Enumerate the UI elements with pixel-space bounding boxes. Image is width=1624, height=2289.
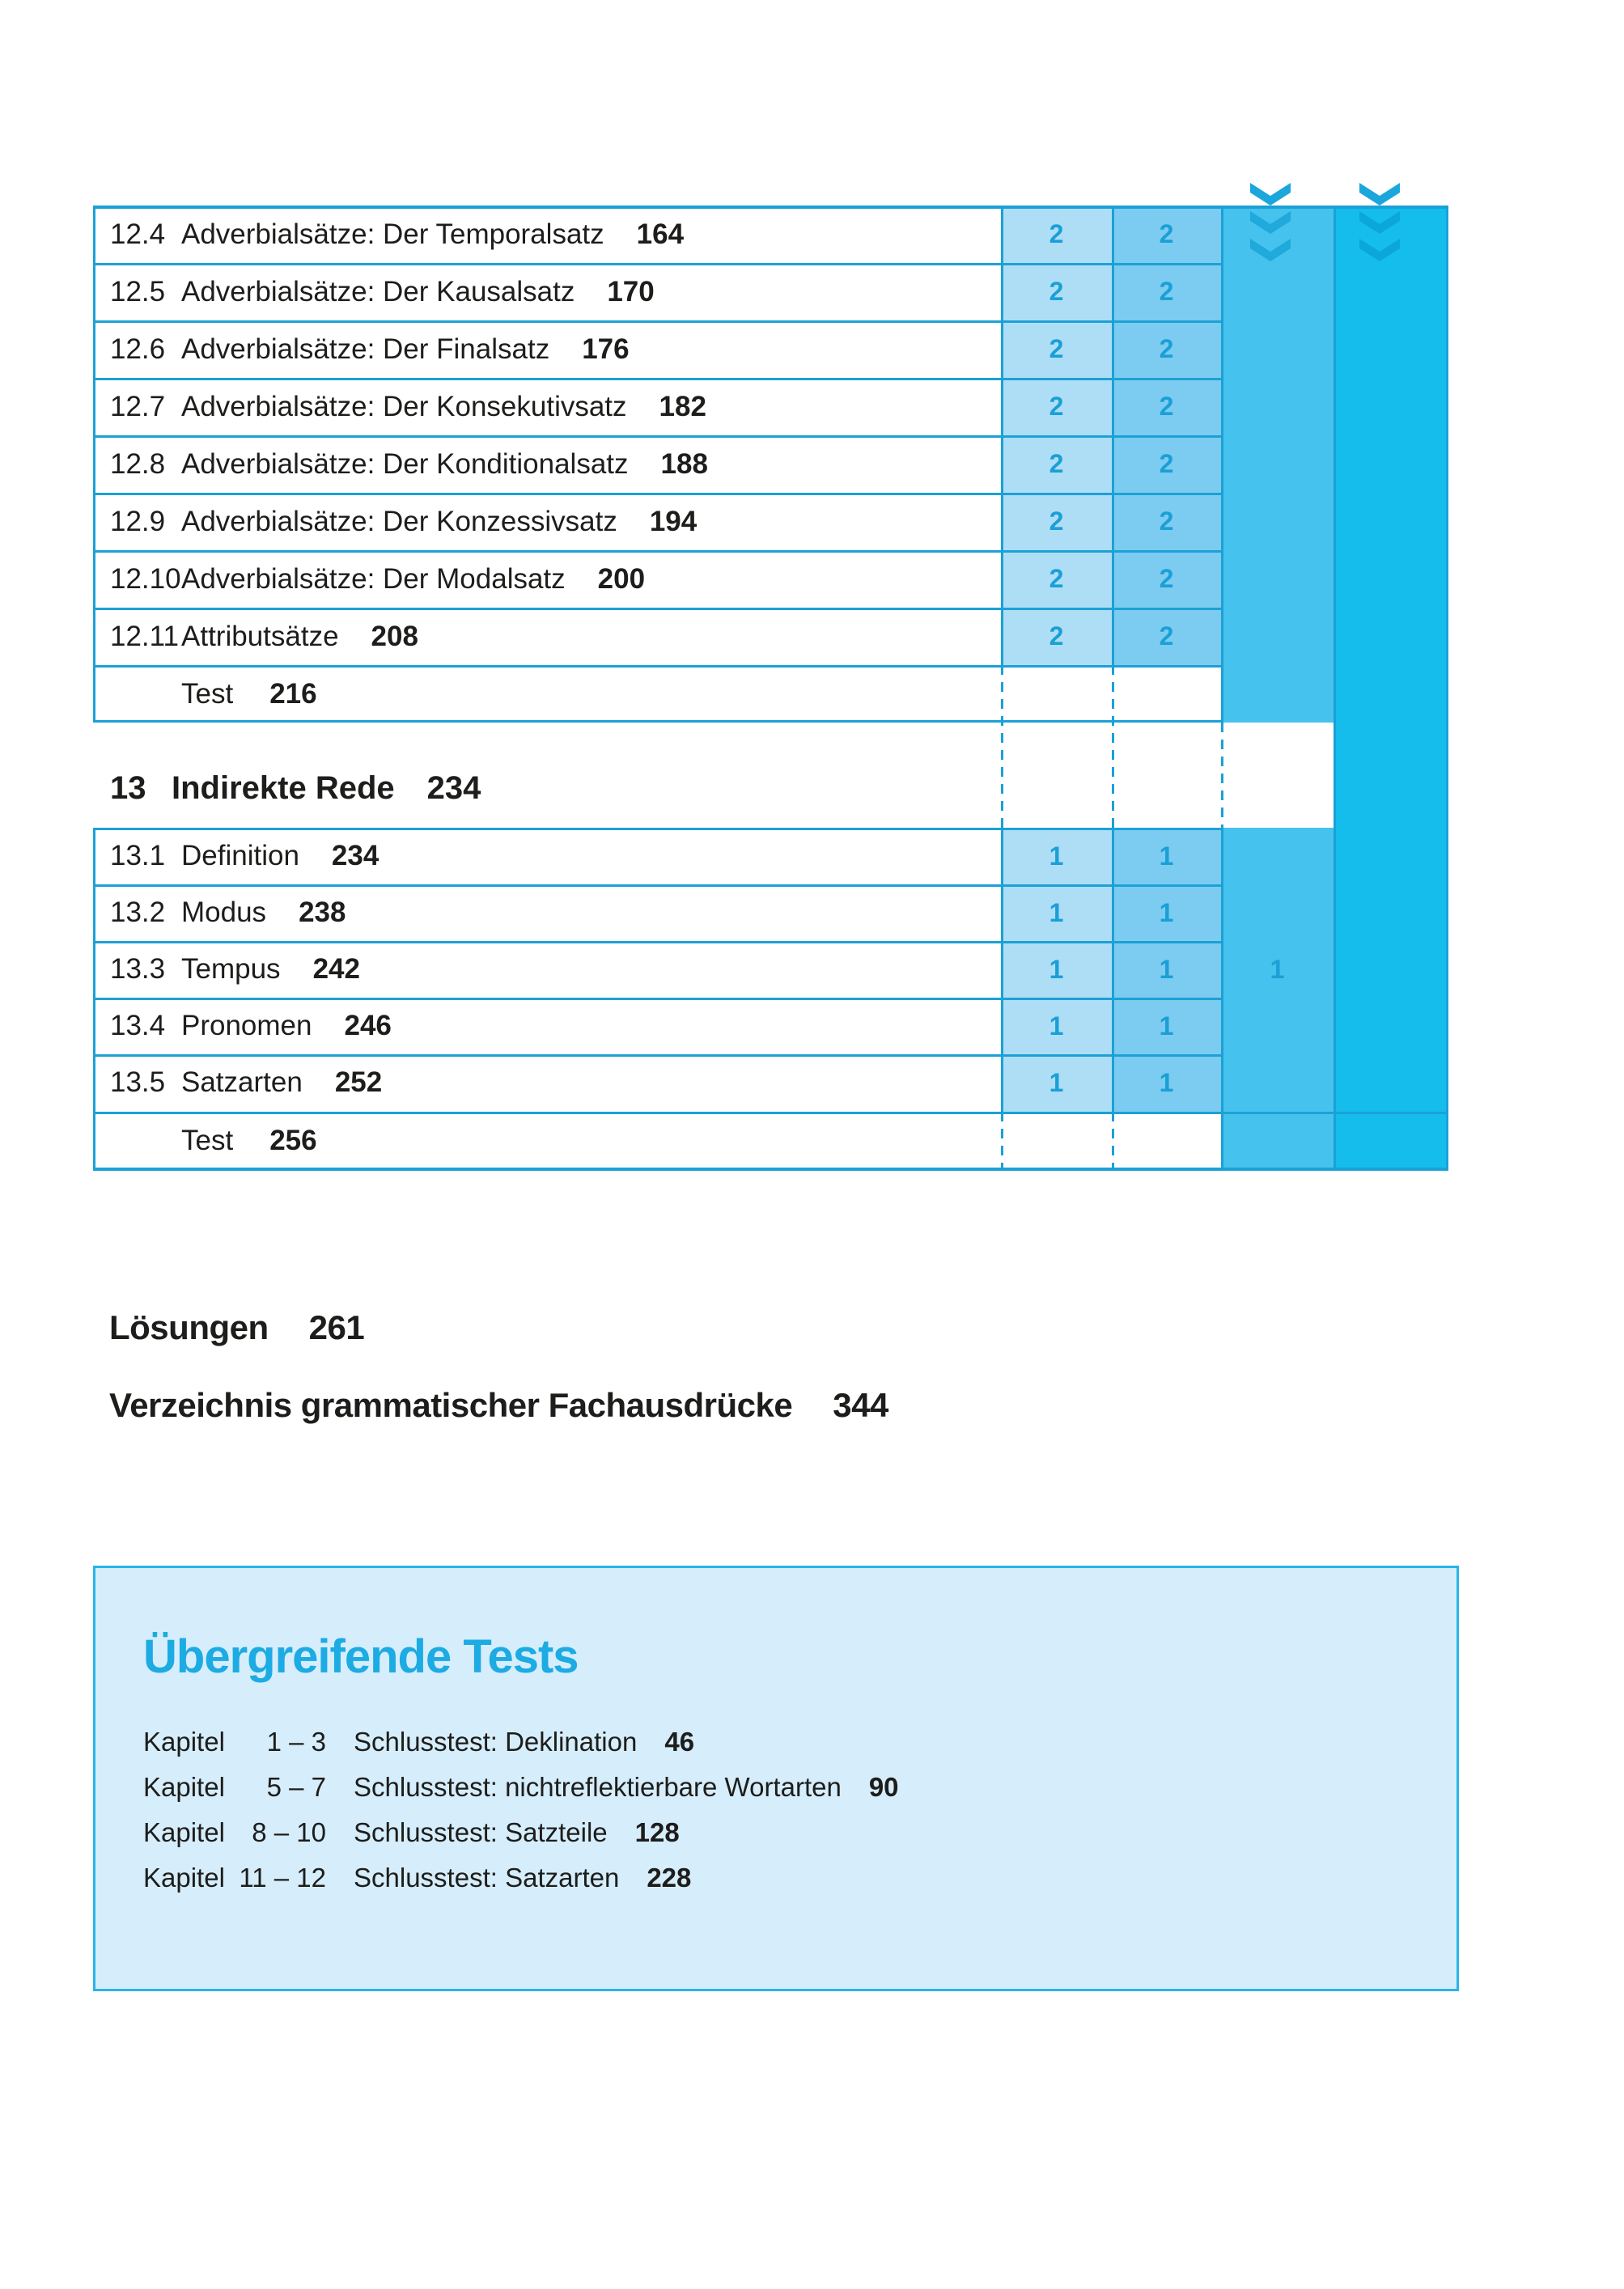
entry-page: 128 (634, 1817, 680, 1847)
tests-box-entry (95, 1810, 1457, 1855)
chevron-down-icon (1250, 211, 1291, 234)
chevron-down-icon (1359, 183, 1400, 206)
entry-number: 12.4 (110, 218, 166, 250)
entry-page: 238 (299, 897, 346, 928)
kapitel-range: 11 – 12 (239, 1863, 326, 1893)
toc-entry (93, 941, 1016, 998)
entry-page: 194 (649, 506, 698, 537)
table-border-line (1446, 206, 1448, 1171)
toc-entry (93, 1054, 1016, 1111)
toc-entry (93, 320, 1016, 378)
tests-box-entry (95, 1765, 1457, 1810)
test-count: 2 (1159, 449, 1174, 478)
tests-box-title: Übergreifende Tests (143, 1630, 579, 1683)
entry-title: Adverbialsätze: Der Konditionalsatz (181, 448, 629, 480)
tests-box-list (95, 1719, 1457, 1901)
entry-title: Satzarten (181, 1066, 303, 1098)
test-count: 2 (1159, 507, 1174, 536)
toc-entry (93, 493, 1016, 550)
entry-number: 12.9 (110, 506, 166, 537)
exercise-count: 1 (1049, 955, 1064, 984)
entry-page: 208 (371, 621, 418, 652)
entry-page: 182 (659, 391, 706, 422)
test-title: Schlusstest: Satzteile (354, 1817, 608, 1847)
entry-page: 216 (269, 678, 317, 710)
entry-page: 261 (308, 1308, 365, 1346)
test-count: 1 (1159, 955, 1174, 984)
toc-entry (93, 998, 1016, 1054)
exercise-count: 2 (1049, 392, 1064, 421)
chapter-page: 234 (426, 770, 481, 806)
entry-page: 176 (582, 333, 630, 365)
tests-box-entry (95, 1719, 1457, 1765)
entry-number: 12.10 (110, 563, 181, 595)
test-count: 2 (1159, 334, 1174, 363)
entry-page: 170 (607, 276, 655, 307)
toc-entry (93, 608, 1016, 665)
entry-number: 12.11 (110, 621, 179, 652)
chevron-down-icon (1359, 239, 1400, 261)
backmatter-label: Lösungen (109, 1308, 269, 1346)
test-count: 1 (1159, 1011, 1174, 1041)
table-dashed-line (1112, 665, 1114, 828)
kapitel-range: 5 – 7 (266, 1772, 326, 1802)
chapter-title: Indirekte Rede (172, 770, 395, 806)
entry-number: 13.5 (110, 1066, 166, 1098)
table-border-line (1221, 206, 1223, 723)
entry-title: Pronomen (181, 1010, 312, 1041)
kapitel-label: Kapitel (143, 1772, 225, 1802)
entry-title: Adverbialsätze: Der Kausalsatz (181, 276, 575, 307)
entry-title: Adverbialsätze: Der Konzessivsatz (181, 506, 617, 537)
backmatter-entry (109, 1386, 888, 1425)
chevron-down-icon (1250, 183, 1291, 206)
chevron-down-icon (1359, 211, 1400, 234)
exercise-count: 1 (1049, 898, 1064, 927)
exercise-count: 2 (1049, 334, 1064, 363)
chapter-number: 13 (110, 770, 146, 806)
exercise-count: 2 (1049, 564, 1064, 593)
test-count: 2 (1159, 621, 1174, 651)
entry-page: 46 (664, 1727, 695, 1757)
test-title: Schlusstest: Satzarten (354, 1863, 620, 1893)
kapitel-label: Kapitel (143, 1727, 225, 1757)
test-title: Schlusstest: nichtreflektierbare Wortarten (354, 1772, 842, 1802)
chevron-down-icon (1250, 239, 1291, 261)
entry-page: 188 (660, 448, 708, 480)
toc-entry (93, 550, 1016, 608)
kapitel-label: Kapitel (143, 1863, 225, 1893)
level-value: 1 (1270, 955, 1285, 984)
entry-page: 164 (636, 218, 685, 250)
entry-page: 256 (269, 1125, 317, 1156)
entry-number: 13.3 (110, 953, 166, 985)
test-count: 2 (1159, 564, 1174, 593)
entry-title: Adverbialsätze: Der Temporalsatz (181, 218, 604, 250)
test-title: Schlusstest: Deklination (354, 1727, 638, 1757)
entry-title: Adverbialsätze: Der Konsekutivsatz (181, 391, 627, 422)
entry-page: 252 (334, 1066, 383, 1098)
entry-number: 12.6 (110, 333, 166, 365)
chapter-column-band (1334, 206, 1446, 1112)
table-dashed-line (1221, 723, 1223, 828)
table-dashed-line (1112, 1112, 1114, 1168)
toc-entry (93, 206, 1016, 263)
test-label: Test (181, 678, 234, 710)
entry-number: 12.8 (110, 448, 166, 480)
entry-title: Adverbialsätze: Der Finalsatz (181, 333, 550, 365)
entry-number: 12.5 (110, 276, 166, 307)
kapitel-range: 8 – 10 (252, 1817, 326, 1847)
test-count: 1 (1159, 1068, 1174, 1097)
level-column-band-upper (1221, 206, 1334, 723)
test-count: 2 (1159, 219, 1174, 248)
exercise-count: 1 (1049, 841, 1064, 871)
kapitel-range: 1 – 3 (266, 1727, 326, 1757)
test-count: 1 (1159, 841, 1174, 871)
test-count: 2 (1159, 392, 1174, 421)
table-border-line (1334, 206, 1336, 1171)
entry-page: 344 (833, 1386, 888, 1424)
exercise-count: 2 (1049, 621, 1064, 651)
entry-number: 12.7 (110, 391, 166, 422)
exercise-count: 1 (1049, 1068, 1064, 1097)
entry-title: Definition (181, 840, 299, 871)
backmatter-label: Verzeichnis grammatischer Fachausdrücke (109, 1386, 793, 1424)
overall-tests-box (93, 1566, 1459, 1991)
entry-title: Attributsätze (181, 621, 339, 652)
entry-number: 13.1 (110, 840, 166, 871)
chapter-column-test-cell (1334, 1112, 1446, 1170)
entry-page: 234 (331, 840, 379, 871)
toc-test-entry (93, 665, 1088, 723)
toc-entry (93, 828, 1016, 884)
entry-title: Tempus (181, 953, 281, 985)
exercise-count: 2 (1049, 219, 1064, 248)
backmatter-entry (109, 1308, 364, 1347)
chapter-heading (110, 759, 481, 817)
test-count: 2 (1159, 277, 1174, 306)
exercise-count: 2 (1049, 277, 1064, 306)
tests-box-entry (95, 1855, 1457, 1901)
entry-number: 13.2 (110, 897, 166, 928)
entry-page: 246 (344, 1010, 392, 1041)
entry-page: 242 (312, 953, 360, 985)
entry-title: Adverbialsätze: Der Modalsatz (181, 563, 566, 595)
exercise-count: 2 (1049, 507, 1064, 536)
entry-page: 90 (868, 1772, 899, 1802)
exercise-count: 1 (1049, 1011, 1064, 1041)
entry-title: Modus (181, 897, 267, 928)
entry-page: 228 (647, 1863, 692, 1893)
kapitel-label: Kapitel (143, 1817, 225, 1847)
toc-entry (93, 435, 1016, 493)
exercise-count: 2 (1049, 449, 1064, 478)
level-column-test-cell (1221, 1112, 1334, 1170)
toc-entry (93, 378, 1016, 435)
entry-number: 13.4 (110, 1010, 166, 1041)
toc-entry (93, 884, 1016, 941)
toc-test-entry (93, 1112, 1088, 1170)
test-label: Test (181, 1125, 234, 1156)
test-count: 1 (1159, 898, 1174, 927)
toc-entry (93, 263, 1016, 320)
entry-page: 200 (597, 563, 646, 595)
